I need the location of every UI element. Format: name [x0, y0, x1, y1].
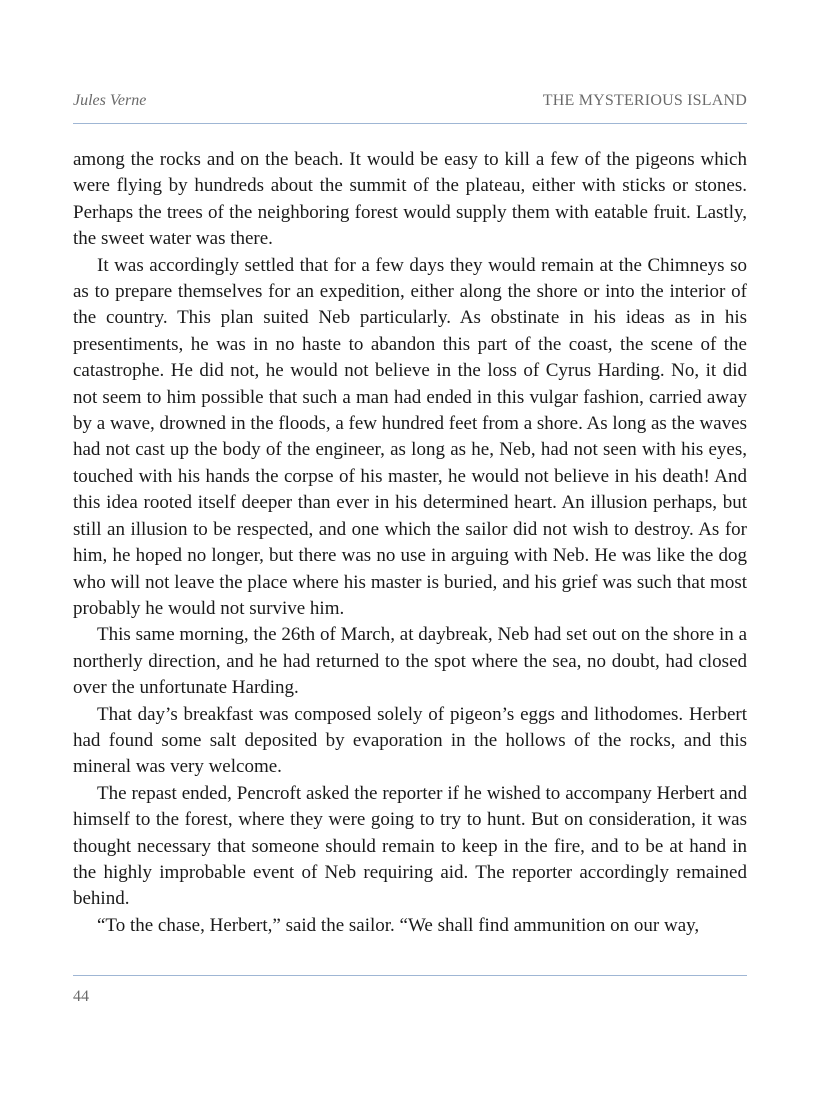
paragraph: That day’s breakfast was composed solely of pigeon’s eggs and lithodomes. Herbert had found some salt deposited by evaporation in the hollows of the rocks, and this mineral was very welcome. — [73, 703, 747, 778]
paragraph: “To the chase, Herbert,” said the sailor. “We shall find ammunition on our way, — [97, 914, 700, 936]
page-number: 44 — [73, 988, 89, 1005]
footer-rule — [73, 975, 747, 976]
paragraph: among the rocks and on the beach. It would be easy to kill a few of the pigeons which were flying by hundreds about the summit of the plateau, either with sticks or stones. Perhaps the trees of the neighboring forest would supply them with eatable fruit. Lastly, the sweet water was there. — [73, 149, 747, 250]
header-rule — [73, 123, 747, 124]
header-book-title: THE MYSTERIOUS ISLAND — [542, 92, 747, 109]
header-author: Jules Verne — [73, 92, 147, 109]
paragraph: The repast ended, Pencroft asked the reporter if he wished to accompany Herbert and himself to the forest, where they were going to try to hunt. But on consideration, it was thought necessary that someone should remain to keep in the fire, and to be at hand in the highly improbable event of Neb requiring aid. The reporter accordingly remained behind. — [73, 782, 747, 910]
paragraph: This same morning, the 26th of March, at daybreak, Neb had set out on the shore in a northerly direction, and he had returned to the spot where the sea, no doubt, had closed over the unfortunate Harding. — [73, 624, 747, 699]
paragraph: It was accordingly settled that for a few days they would remain at the Chimneys so as to prepare themselves for an expedition, either along the shore or into the interior of the country. This plan suited Neb particularly. As obstinate in his ideas as in his presentiments, he was in no haste to abandon this part of the coast, the scene of the catastrophe. He did not, he would not believe in the loss of Cyrus Harding. No, it did not seem to him possible that such a man had ended in this vulgar fashion, carried away by a wave, drowned in the floods, a few hundred feet from a shore. As long as the waves had not cast up the body of the engineer, as long as he, Neb, had not seen with his eyes, touched with his hands the corpse of his master, he would not believe in his death! And this idea rooted itself deeper than ever in his determined heart. An illusion perhaps, but still an illusion to be respected, and one which the sailor did not wish to destroy. As for him, he hoped no longer, but there was no use in arguing with Neb. He was like the dog who will not leave the place where his master is buried, and his grief was such that most probably he would not survive him. — [73, 254, 747, 619]
running-header — [73, 92, 747, 116]
page-body — [73, 147, 747, 939]
